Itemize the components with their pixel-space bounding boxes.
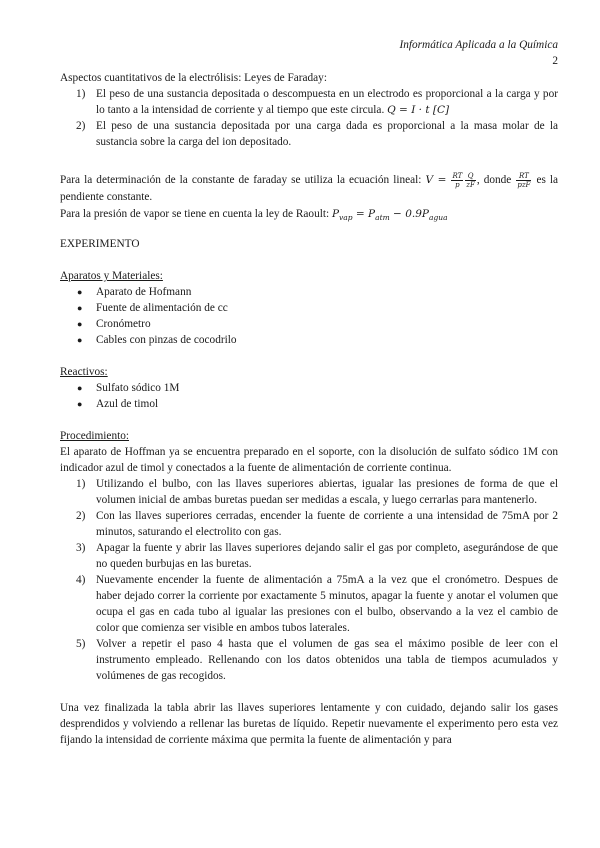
bullet-icon: ●	[77, 287, 83, 297]
list-number: 3)	[76, 542, 86, 554]
faraday-law-1-text: El peso de una sustancia depositada o descompuesta en un electrodo es proporcional a la carga y por lo tanto a la intensidad de corriente y al tiempo que este circula.	[96, 88, 558, 116]
faraday-heading: Aspectos cuantitativos de la electrólisis: Leyes de Faraday:	[60, 72, 327, 84]
procedure-step-4: 4) Nuevamente encender la fuente de alimentación a 75mA a la vez que el cronómetro. Despues de haber dejado correr la corriente por exactamente 5 minutos, apagar la fuente y anotar el volumen que ocupa el gas en cada tubo al igualar las presiones con el bulbo, observando a la vez el cambio de color que comienza ser visible en ambos tubos laterales.	[76, 574, 558, 634]
spacer	[60, 252, 558, 268]
faraday-equation-intro: Para la determinación de la constante de faraday se utiliza la ecuación lineal:	[60, 174, 422, 187]
procedure-step-3: 3) Apagar la fuente y abrir las llaves superiores dejando salir el gas por completo, asegurándose de que no queden burbujas en las buretas.	[76, 542, 558, 570]
list-number: 4)	[76, 574, 86, 586]
faraday-law-2-text: El peso de una sustancia depositada por una carga dada es proporcional a la masa molar de la sustancia sobre la carga del ion depositado.	[96, 120, 558, 148]
procedure-heading: Procedimiento:	[60, 430, 130, 442]
experiment-heading: EXPERIMENTO	[60, 238, 140, 250]
raoult-paragraph	[60, 206, 558, 222]
page-header	[399, 37, 558, 69]
donde-text: , donde	[476, 174, 512, 187]
bullet-icon: ●	[77, 335, 83, 345]
faraday-law-1	[60, 86, 558, 118]
list-item: ● Aparato de Hofmann	[77, 286, 192, 298]
fraction-q-zf: $\frac{Q}{zF}$	[466, 172, 475, 189]
raoult-formula: $P_{vap} = P_{atm} - 0.9P_{agua}$	[331, 208, 448, 223]
list-item: ● Sulfato sódico 1M	[77, 382, 180, 394]
spacer	[60, 150, 558, 172]
slope-text: es la pendiente constante.	[60, 174, 559, 203]
document-content	[60, 70, 558, 748]
list-item: ● Cronómetro	[77, 318, 151, 330]
faraday-equation-paragraph	[60, 172, 558, 205]
reagents-heading: Reactivos:	[60, 366, 108, 378]
page-number: 2	[552, 55, 558, 67]
procedure-step-1: 1) Utilizando el bulbo, con las llaves superiores abiertas, igualar las presiones de forma de que el volumen inicial de ambas buretas puedan ser medidas a escala, y luego cerrarlas para mantenerlo.	[76, 478, 558, 506]
list-number: 2)	[76, 120, 86, 132]
bullet-icon: ●	[77, 399, 83, 409]
list-number: 1)	[76, 478, 86, 490]
materials-heading: Aparatos y Materiales:	[60, 270, 163, 282]
reagents-list	[60, 380, 558, 412]
procedure-step-2: 2) Con las llaves superiores cerradas, encender la fuente de corriente a una intensidad de 75mA por 2 minutos, saturando el electrolito con gas.	[76, 510, 558, 538]
fraction-rt-pzf: $\frac{RT}{\text{pzF}}$	[517, 172, 531, 189]
faraday-law-2	[60, 118, 558, 150]
closing-paragraph: Una vez finalizada la tabla abrir las llaves superiores lentamente y con cuidado, dejando salir los gases desprendidos y volviendo a rellenar las buretas de líquido. Repetir nuevamente el experimento pero esta vez fijando la intensidad de corriente máxima que permita la fuente de alimentación y para	[60, 702, 558, 746]
list-item: ● Fuente de alimentación de cc	[77, 302, 228, 314]
materials-list	[60, 284, 558, 348]
voltage-symbol: V =	[425, 174, 447, 187]
procedure-intro: El aparato de Hoffman ya se encuentra preparado en el soporte, con la disolución de sulfato sódico 1M con indicador azul de timol y conectados a la fuente de alimentación de corriente continua.	[60, 446, 558, 474]
spacer	[60, 684, 558, 700]
faraday-laws-list	[60, 86, 558, 150]
charge-formula: Q = I · t [C]	[387, 104, 450, 116]
list-item: ● Cables con pinzas de cocodrilo	[77, 334, 237, 346]
list-item: ● Azul de timol	[77, 398, 159, 410]
bullet-icon: ●	[77, 303, 83, 313]
spacer	[60, 412, 558, 428]
list-number: 5)	[76, 638, 86, 650]
list-number: 1)	[76, 88, 86, 100]
header-title: Informática Aplicada a la Química	[399, 39, 558, 51]
fraction-rt-p: $\frac{RT}{p}$	[452, 172, 463, 189]
procedure-steps-list	[60, 476, 558, 684]
spacer	[60, 348, 558, 364]
bullet-icon: ●	[77, 319, 83, 329]
bullet-icon: ●	[77, 383, 83, 393]
raoult-intro: Para la presión de vapor se tiene en cuenta la ley de Raoult:	[60, 208, 330, 220]
list-number: 2)	[76, 510, 86, 522]
spacer	[60, 222, 558, 236]
procedure-step-5: 5) Volver a repetir el paso 4 hasta que el volumen de gas sea el máximo posible de leer con el instrumento empleado. Rellenando con los datos obtenidos una tabla de tiempos acumulados y volúmenes de gas recogidos.	[76, 638, 558, 682]
